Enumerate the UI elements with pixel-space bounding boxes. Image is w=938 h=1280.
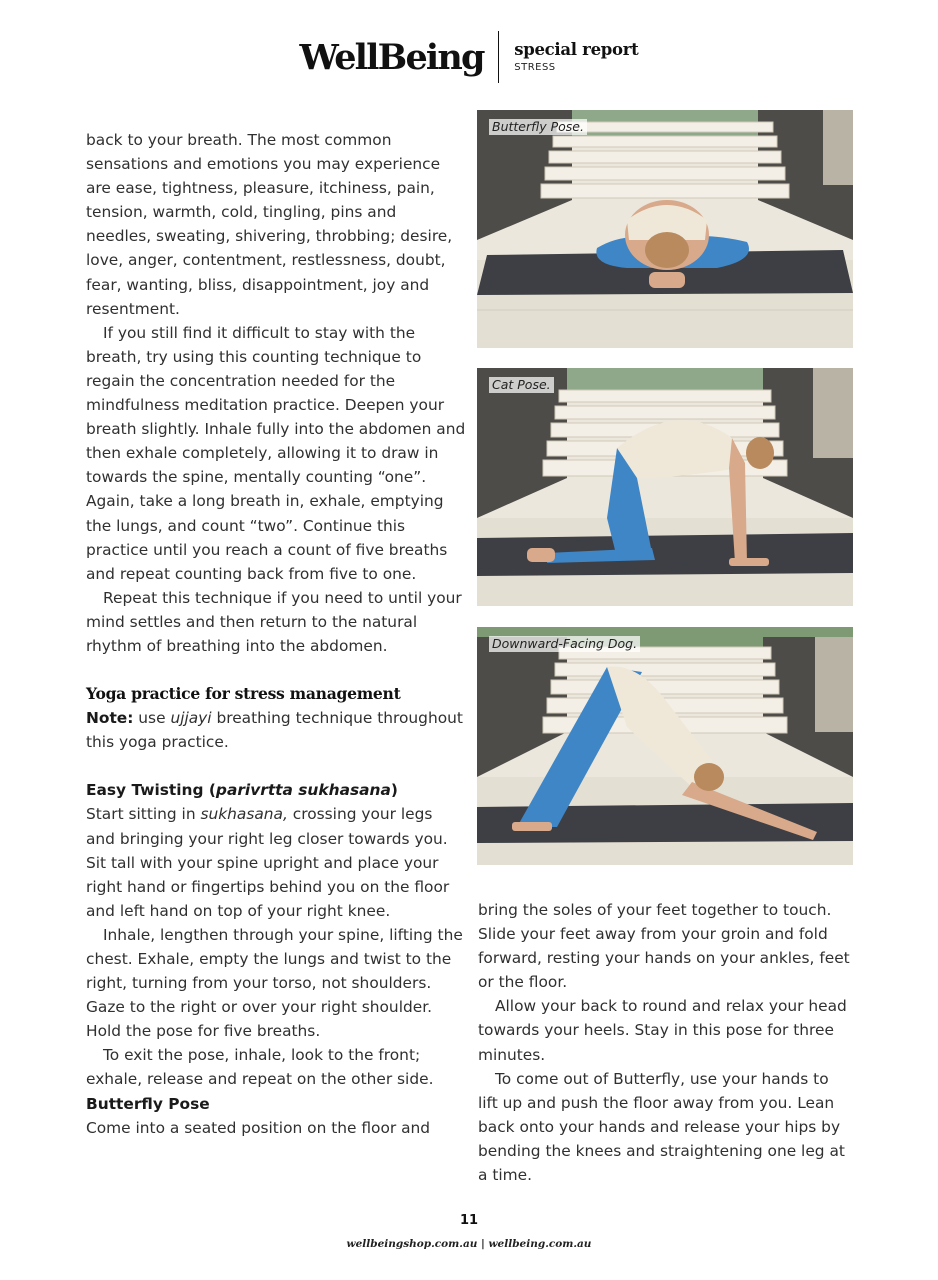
masthead bbox=[0, 30, 938, 84]
left-column bbox=[86, 128, 466, 1140]
spacer bbox=[86, 754, 466, 778]
body-paragraph: Allow your back to round and relax your head towards your heels. Stay in this pose for three minutes. bbox=[478, 997, 847, 1064]
note-text: breathing technique throughout this yoga practice. bbox=[86, 709, 463, 752]
twist-heading-text: Easy Twisting ( bbox=[86, 781, 216, 800]
body-paragraph: Repeat this technique if you need to until your mind settles and then return to the natural rhythm of breathing into the abdomen. bbox=[86, 588, 462, 655]
note-term: ujjayi bbox=[170, 709, 212, 728]
body-paragraph: Inhale, lengthen through your spine, lifting the chest. Exhale, empty the lungs and twist to the right, turning from your torso, not shoulders. Gaze to the right or over your right shoulder. Hold the pose for five breaths. bbox=[86, 925, 463, 1041]
body-paragraph: To exit the pose, inhale, look to the front; exhale, release and repeat on the other side. bbox=[86, 1046, 434, 1089]
twist-text: crossing your legs and bringing your right leg closer towards you. Sit tall with your spine upright and place your right hand or fingertips behind you on the floor and left hand on top of your right knee. bbox=[86, 805, 450, 920]
butterfly-caption: Butterfly Pose. bbox=[489, 119, 587, 135]
page-number: 11 bbox=[459, 1213, 479, 1228]
wellbeing-logo: WellBeing bbox=[299, 36, 484, 78]
downward-dog-photo bbox=[477, 627, 853, 865]
cat-caption: Cat Pose. bbox=[489, 377, 554, 393]
cat-pose-photo bbox=[477, 368, 853, 606]
twist-heading-term: parivrtta sukhasana bbox=[215, 781, 391, 800]
note-paragraph bbox=[86, 706, 466, 754]
body-paragraph: bring the soles of your feet together to touch. Slide your feet away from your groin and fold forward, resting your hands on your ankles, feet or the floor. bbox=[478, 901, 850, 992]
butterfly-pose-illustration bbox=[477, 110, 853, 348]
section-label bbox=[499, 41, 638, 73]
note-label: Note: bbox=[86, 709, 134, 728]
spacer bbox=[86, 658, 466, 682]
yoga-heading: Yoga practice for stress management bbox=[86, 684, 401, 704]
downward-dog-caption: Downward-Facing Dog. bbox=[489, 636, 640, 652]
footer-url: wellbeingshop.com.au | wellbeing.com.au bbox=[346, 1238, 592, 1250]
downward-dog-illustration bbox=[477, 627, 853, 865]
section-title: special report bbox=[514, 39, 639, 59]
cat-pose-illustration bbox=[477, 368, 853, 606]
section-subtitle: STRESS bbox=[514, 62, 556, 74]
twist-heading-text: ) bbox=[390, 781, 398, 800]
butterfly-pose-photo bbox=[477, 110, 853, 348]
body-paragraph bbox=[86, 802, 466, 922]
body-paragraph: If you still find it difficult to stay with the breath, try using this counting technique to regain the concentration needed for the mindfulness meditation practice. Deepen your breath slightly. Inhale fully into the abdomen and then exhale completely, allowing it to draw in towards the spine, mentally counting “one”. Again, take a long breath in, exhale, emptying the lungs, and count “two”. Continue this practice until you reach a count of five breaths and repeat counting back from five to one. bbox=[86, 323, 466, 583]
butterfly-heading: Butterfly Pose bbox=[86, 1094, 210, 1113]
body-paragraph: To come out of Butterfly, use your hands to lift up and push the floor away from you. Lean back onto your hands and release your hips by bending the knees and straightening one leg at a time. bbox=[478, 1069, 845, 1185]
twist-text: Start sitting in bbox=[86, 805, 201, 824]
right-column bbox=[478, 898, 853, 1187]
twist-heading bbox=[86, 778, 466, 802]
twist-term: sukhasana, bbox=[200, 805, 288, 824]
note-text: use bbox=[133, 709, 171, 728]
body-paragraph: back to your breath. The most common sensations and emotions you may experience are ease, tightness, pleasure, itchiness, pain, tension, warmth, cold, tingling, pins and needles, sweating, shivering, throbbing; desire, love, anger, contentment, restlessness, doubt, fear, wanting, bliss, disappointment, joy and resentment. bbox=[86, 131, 453, 318]
body-paragraph: Come into a seated position on the floor and bbox=[86, 1118, 431, 1137]
